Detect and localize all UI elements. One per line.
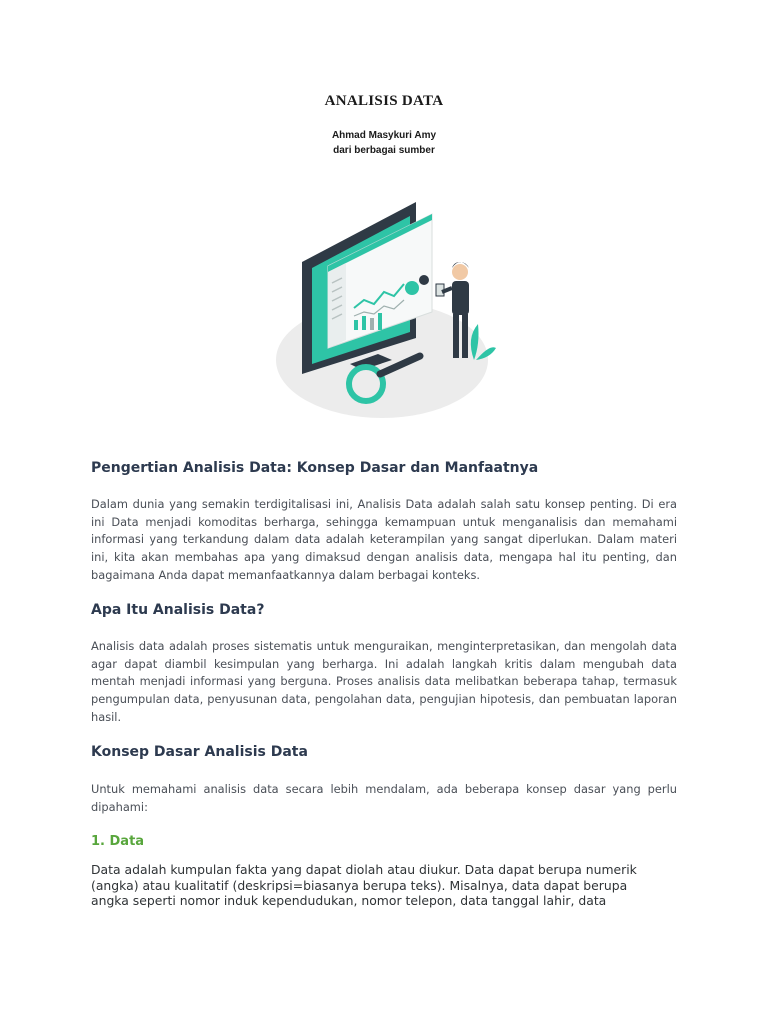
dashboard-pie-1	[405, 281, 419, 295]
section-heading-konsep-dasar: Konsep Dasar Analisis Data	[91, 744, 308, 760]
document-title: ANALISIS DATA	[324, 93, 444, 109]
subsection-paragraph-data: Data adalah kumpulan fakta yang dapat diolah atau diukur. Data dapat berupa numerik (angka) atau kualitatif (deskripsi=biasanya berupa teks). Misalnya, data dapat berupa angka seperti nomor induk kependudukan, nomor telepon, data tanggal lahir, data	[91, 862, 637, 909]
source-note: dari berbagai sumber	[333, 145, 435, 156]
dashboard-pie-2	[419, 275, 429, 285]
section-heading-apa-itu: Apa Itu Analisis Data?	[91, 602, 265, 618]
dashboard-sidebar	[328, 263, 346, 348]
section-paragraph-konsep-dasar: Untuk memahami analisis data secara lebih mendalam, ada beberapa konsep dasar yang perlu dipahami:	[91, 782, 677, 814]
author-name: Ahmad Masykuri Amy	[331, 130, 437, 141]
data-analysis-illustration-icon	[270, 188, 500, 420]
section-heading-pengertian: Pengertian Analisis Data: Konsep Dasar dan Manfaatnya	[91, 460, 539, 476]
section-paragraph-pengertian: Dalam dunia yang semakin terdigitalisasi ini, Analisis Data adalah salah satu konsep penting. Di era ini Data menjadi komoditas berharga, sehingga kemampuan untuk menganalisis dan memahami informasi yang terkandung dalam data adalah keterampilan yang sangat diperlukan. Dalam materi ini, kita akan membahas apa yang dimaksud dengan analisis data, mengapa hal itu penting, dan bagaimana Anda dapat memanfaatkannya dalam berbagai konteks.	[91, 497, 677, 582]
subsection-heading-data: 1. Data	[91, 834, 145, 849]
plant-leaves	[471, 324, 496, 360]
section-paragraph-apa-itu: Analisis data adalah proses sistematis untuk menguraikan, menginterpretasikan, dan mengolah data agar dapat diambil kesimpulan yang berharga. Ini adalah langkah kritis dalam mengubah data mentah menjadi informasi yang berguna. Proses analisis data melibatkan beberapa tahap, termasuk pengumpulan data, penyusunan data, pengolahan data, pengujian hipotesis, dan pembuatan laporan hasil.	[91, 639, 677, 724]
